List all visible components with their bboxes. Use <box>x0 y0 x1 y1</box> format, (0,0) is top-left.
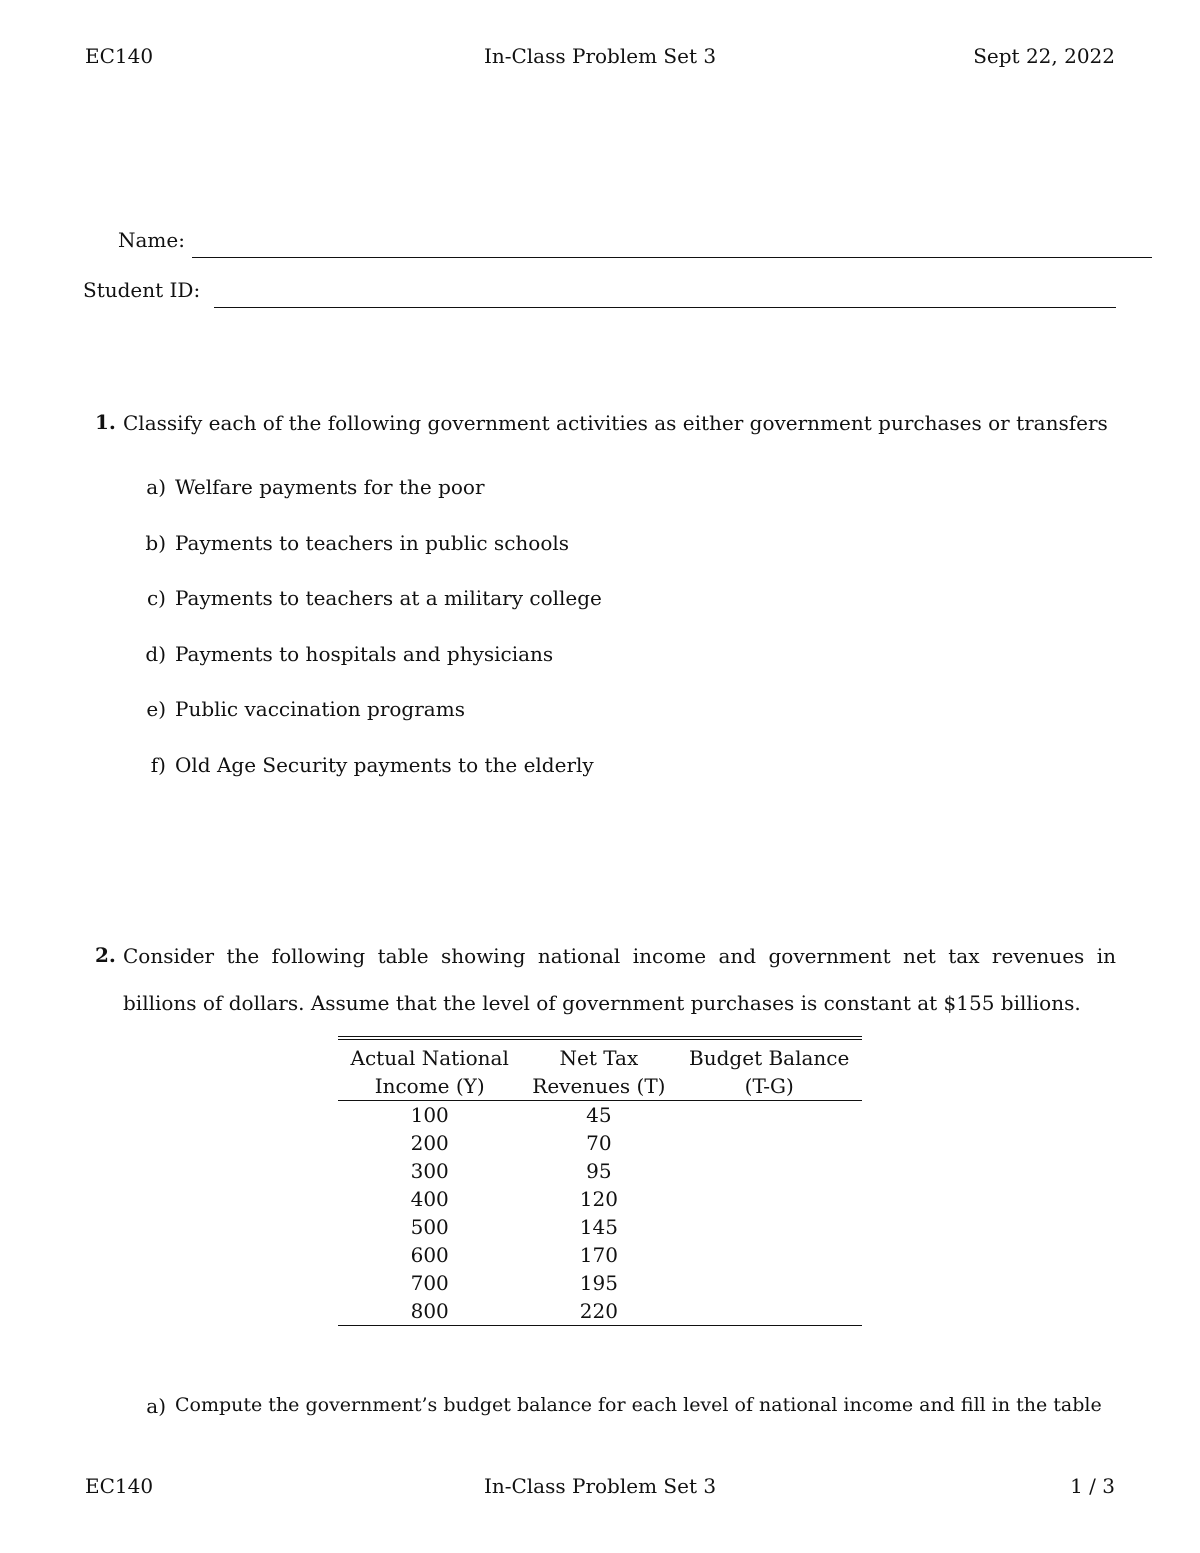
page-number: 1 / 3 <box>1070 1474 1115 1498</box>
budget-balance-cell[interactable] <box>676 1157 862 1185</box>
student-id-blank-line[interactable] <box>214 307 1116 308</box>
table-row: 600 170 <box>338 1241 862 1269</box>
budget-balance-cell[interactable] <box>676 1129 862 1157</box>
question-1-number: 1. <box>95 410 116 434</box>
question-2-number: 2. <box>95 943 116 967</box>
header-date: Sept 22, 2022 <box>973 44 1115 68</box>
table-row: 100 45 <box>338 1101 862 1130</box>
budget-balance-cell[interactable] <box>676 1101 862 1130</box>
table-row: 400 120 <box>338 1185 862 1213</box>
student-id-field[interactable] <box>83 278 1116 308</box>
budget-balance-cell[interactable] <box>676 1185 862 1213</box>
budget-balance-cell[interactable] <box>676 1297 862 1326</box>
page-header <box>85 44 1115 74</box>
page-footer <box>85 1474 1115 1504</box>
budget-balance-cell[interactable] <box>676 1213 862 1241</box>
name-blank-line[interactable] <box>192 257 1152 258</box>
question-1-text: Classify each of the following government activities as either government purchases or transfers <box>123 411 1108 435</box>
student-id-label: Student ID: <box>83 278 201 302</box>
income-tax-table <box>338 1036 862 1326</box>
question-2 <box>95 943 1116 1043</box>
column-header-income: Actual National Income (Y) <box>338 1038 521 1101</box>
footer-title: In-Class Problem Set 3 <box>483 1474 717 1498</box>
table-row: 200 70 <box>338 1129 862 1157</box>
table-row: 800 220 <box>338 1297 862 1326</box>
column-header-net-tax: Net Tax Revenues (T) <box>521 1038 676 1101</box>
header-course: EC140 <box>85 44 154 68</box>
table-row: 300 95 <box>338 1157 862 1185</box>
question-1 <box>95 410 1116 450</box>
footer-course: EC140 <box>85 1474 154 1498</box>
table-header-row <box>338 1038 862 1101</box>
question-2a-marker: a) <box>146 1394 166 1418</box>
budget-balance-cell[interactable] <box>676 1269 862 1297</box>
header-title: In-Class Problem Set 3 <box>483 44 717 68</box>
question-2-text: Consider the following table showing national income and government net tax revenues in billions of dollars. Assume that the level of government purchases is constant at $155 billions. <box>123 944 1116 1015</box>
table-row: 500 145 <box>338 1213 862 1241</box>
name-field[interactable] <box>118 228 1152 258</box>
budget-balance-cell[interactable] <box>676 1241 862 1269</box>
name-label: Name: <box>118 228 185 252</box>
table-row: 700 195 <box>338 1269 862 1297</box>
question-2a-text: Compute the government’s budget balance for each level of national income and fill in the table <box>175 1394 1102 1416</box>
column-header-budget-balance: Budget Balance (T-G) <box>676 1038 862 1101</box>
